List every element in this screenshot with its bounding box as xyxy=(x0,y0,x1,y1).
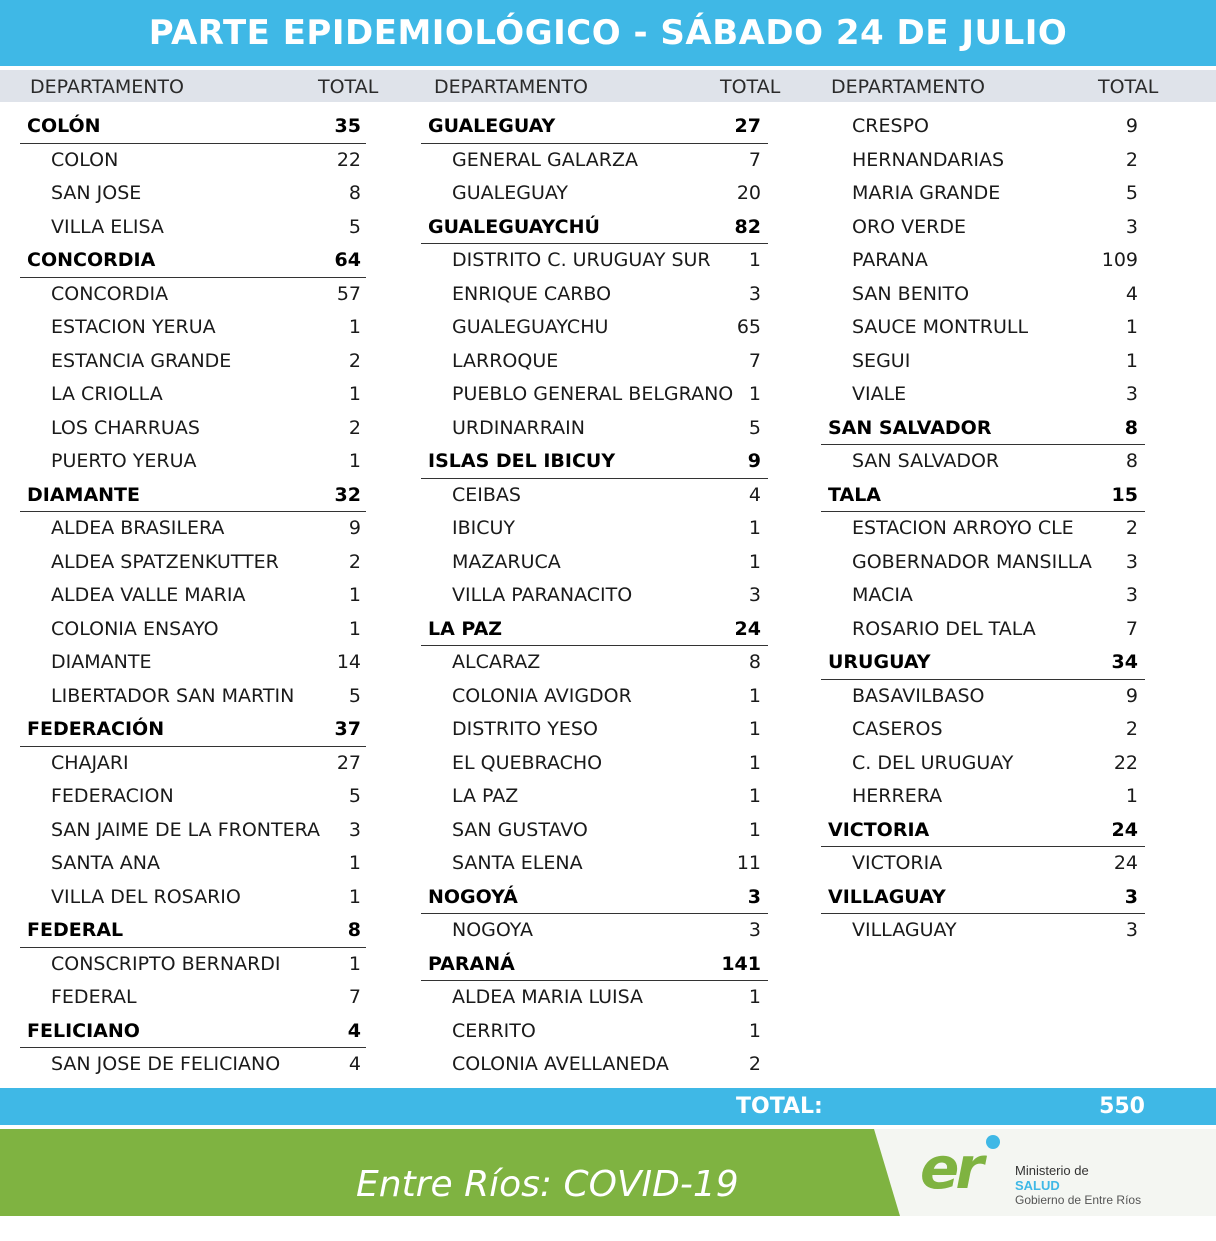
locality-row xyxy=(20,981,366,1015)
locality-total: 7 xyxy=(748,148,761,171)
locality-total: 1 xyxy=(748,684,761,707)
department-row xyxy=(421,613,768,647)
locality-name: CONSCRIPTO BERNARDI xyxy=(51,952,281,975)
locality-row xyxy=(20,680,366,714)
locality-total: 8 xyxy=(748,651,761,673)
locality-name: CEIBAS xyxy=(452,483,521,506)
locality-total: 5 xyxy=(348,684,361,707)
locality-row xyxy=(821,244,1145,278)
locality-total: 4 xyxy=(1125,282,1138,305)
locality-name: URDINARRAIN xyxy=(452,416,585,439)
locality-name: NOGOYA xyxy=(452,919,533,941)
department-total: 4 xyxy=(347,1019,361,1042)
header-total-1: TOTAL xyxy=(318,76,379,98)
locality-total: 4 xyxy=(748,483,761,506)
department-total: 82 xyxy=(734,215,761,238)
locality-row xyxy=(821,345,1145,379)
locality-total: 1 xyxy=(748,1019,761,1042)
department-name: PARANÁ xyxy=(428,952,515,975)
locality-total: 2 xyxy=(1125,718,1138,740)
locality-name: ALCARAZ xyxy=(452,651,541,673)
locality-name: HERRERA xyxy=(852,785,943,807)
locality-total: 2 xyxy=(348,416,361,439)
locality-name: SAN JAIME DE LA FRONTERA xyxy=(51,818,321,841)
table-column-3 xyxy=(821,110,1145,948)
locality-name: SEGUI xyxy=(852,349,911,372)
locality-row xyxy=(821,177,1145,211)
locality-name: CONCORDIA xyxy=(51,282,169,305)
logo-line-2: SALUD xyxy=(1015,1178,1060,1193)
locality-total: 57 xyxy=(336,282,361,305)
locality-name: COLONIA AVIGDOR xyxy=(452,684,632,707)
locality-total: 3 xyxy=(1125,383,1138,405)
locality-total: 3 xyxy=(748,282,761,305)
locality-name: PUEBLO GENERAL BELGRANO xyxy=(452,383,734,405)
locality-total: 3 xyxy=(1125,215,1138,238)
department-row xyxy=(20,479,366,513)
locality-total: 2 xyxy=(1125,517,1138,539)
department-row xyxy=(821,881,1145,915)
er-logo-mark: er xyxy=(920,1134,980,1202)
locality-name: GOBERNADOR MANSILLA xyxy=(852,550,1092,573)
locality-total: 5 xyxy=(348,215,361,238)
locality-row xyxy=(821,512,1145,546)
locality-total: 24 xyxy=(1113,852,1138,874)
locality-name: VILLA PARANACITO xyxy=(452,584,633,606)
header-total-2: TOTAL xyxy=(720,76,781,98)
department-name: URUGUAY xyxy=(828,651,931,673)
locality-total: 1 xyxy=(348,584,361,606)
locality-total: 7 xyxy=(748,349,761,372)
locality-name: PARANA xyxy=(852,249,928,271)
locality-name: HERNANDARIAS xyxy=(852,148,1005,171)
locality-name: VILLAGUAY xyxy=(852,919,957,941)
table-header xyxy=(0,70,1216,102)
locality-total: 1 xyxy=(748,718,761,740)
locality-total: 2 xyxy=(748,1053,761,1075)
locality-row xyxy=(421,412,768,446)
locality-row xyxy=(20,546,366,580)
locality-row xyxy=(821,378,1145,412)
department-row xyxy=(421,445,768,479)
department-total: 35 xyxy=(334,115,361,137)
locality-total: 1 xyxy=(748,517,761,539)
locality-total: 5 xyxy=(348,785,361,807)
locality-row xyxy=(821,747,1145,781)
locality-total: 109 xyxy=(1101,249,1138,271)
total-value: 550 xyxy=(1099,1094,1145,1119)
department-row xyxy=(20,713,366,747)
locality-name: CHAJARI xyxy=(51,751,129,774)
locality-total: 4 xyxy=(348,1053,361,1075)
locality-name: PUERTO YERUA xyxy=(51,450,197,472)
department-name: SAN SALVADOR xyxy=(828,416,992,439)
locality-total: 11 xyxy=(736,852,761,874)
locality-total: 14 xyxy=(336,651,361,673)
department-total: 32 xyxy=(334,483,361,506)
locality-row xyxy=(20,412,366,446)
locality-name: BASAVILBASO xyxy=(852,684,985,707)
department-row xyxy=(821,646,1145,680)
locality-total: 3 xyxy=(1125,919,1138,941)
locality-name: ESTACION YERUA xyxy=(51,316,216,338)
locality-row xyxy=(20,144,366,178)
department-row xyxy=(821,412,1145,446)
locality-name: LIBERTADOR SAN MARTIN xyxy=(51,684,295,707)
logo-line-3: Gobierno de Entre Ríos xyxy=(1015,1193,1142,1207)
locality-row xyxy=(20,579,366,613)
locality-name: COLONIA ENSAYO xyxy=(51,617,219,640)
locality-total: 3 xyxy=(1125,550,1138,573)
locality-total: 2 xyxy=(348,550,361,573)
locality-row xyxy=(821,847,1145,881)
department-name: FEDERAL xyxy=(27,919,124,941)
locality-total: 1 xyxy=(748,383,761,405)
page-title: PARTE EPIDEMIOLÓGICO - SÁBADO 24 DE JULIO xyxy=(148,13,1068,53)
locality-name: LA PAZ xyxy=(452,785,519,807)
locality-total: 8 xyxy=(348,182,361,204)
locality-row xyxy=(821,713,1145,747)
locality-total: 1 xyxy=(748,986,761,1008)
locality-total: 7 xyxy=(1125,617,1138,640)
department-name: CONCORDIA xyxy=(27,249,156,271)
locality-row xyxy=(421,311,768,345)
department-total: 27 xyxy=(734,115,761,137)
locality-name: C. DEL URUGUAY xyxy=(852,751,1014,774)
locality-row xyxy=(421,177,768,211)
locality-name: VILLA DEL ROSARIO xyxy=(51,885,241,908)
locality-name: SAN SALVADOR xyxy=(852,450,1000,472)
department-row xyxy=(421,211,768,245)
locality-row xyxy=(421,713,768,747)
locality-name: SAN JOSE DE FELICIANO xyxy=(51,1053,281,1075)
locality-row xyxy=(20,847,366,881)
locality-total: 5 xyxy=(748,416,761,439)
locality-name: SANTA ANA xyxy=(51,852,160,874)
locality-name: COLON xyxy=(51,148,119,171)
locality-name: SAN JOSE xyxy=(51,182,142,204)
locality-total: 1 xyxy=(348,885,361,908)
locality-name: LARROQUE xyxy=(452,349,559,372)
locality-total: 3 xyxy=(348,818,361,841)
title-banner xyxy=(0,0,1216,66)
locality-row xyxy=(821,144,1145,178)
department-row xyxy=(421,881,768,915)
total-label: TOTAL: xyxy=(736,1094,823,1119)
locality-row xyxy=(421,244,768,278)
locality-name: SAN BENITO xyxy=(852,282,970,305)
locality-row xyxy=(20,211,366,245)
locality-total: 1 xyxy=(748,751,761,774)
locality-total: 3 xyxy=(748,584,761,606)
locality-row xyxy=(421,479,768,513)
locality-name: ALDEA VALLE MARIA xyxy=(51,584,246,606)
locality-row xyxy=(821,546,1145,580)
locality-row xyxy=(421,144,768,178)
locality-name: MAZARUCA xyxy=(452,550,561,573)
department-name: LA PAZ xyxy=(428,617,503,640)
locality-name: ORO VERDE xyxy=(852,215,966,238)
locality-total: 20 xyxy=(736,182,761,204)
locality-total: 3 xyxy=(1125,584,1138,606)
locality-row xyxy=(421,780,768,814)
department-name: DIAMANTE xyxy=(27,483,140,506)
locality-total: 1 xyxy=(348,383,361,405)
department-name: VICTORIA xyxy=(828,818,930,841)
locality-row xyxy=(421,579,768,613)
locality-total: 5 xyxy=(1125,182,1138,204)
department-name: COLÓN xyxy=(27,115,101,137)
locality-name: EL QUEBRACHO xyxy=(452,751,603,774)
locality-name: VIALE xyxy=(852,383,907,405)
locality-row xyxy=(421,278,768,312)
locality-total: 7 xyxy=(348,986,361,1008)
locality-name: ALDEA SPATZENKUTTER xyxy=(51,550,279,573)
locality-row xyxy=(421,345,768,379)
locality-total: 1 xyxy=(348,952,361,975)
locality-total: 65 xyxy=(736,316,761,338)
locality-row xyxy=(821,445,1145,479)
locality-total: 1 xyxy=(348,617,361,640)
department-name: FELICIANO xyxy=(27,1019,140,1042)
locality-name: COLONIA AVELLANEDA xyxy=(452,1053,669,1075)
locality-total: 22 xyxy=(336,148,361,171)
locality-total: 1 xyxy=(348,450,361,472)
locality-total: 1 xyxy=(1125,349,1138,372)
locality-name: ROSARIO DEL TALA xyxy=(852,617,1036,640)
locality-row xyxy=(821,914,1145,948)
locality-name: FEDERACION xyxy=(51,785,174,807)
department-total: 24 xyxy=(1111,818,1138,841)
table-column-1 xyxy=(20,110,366,1082)
total-bar xyxy=(0,1088,1216,1125)
locality-row xyxy=(421,512,768,546)
locality-row xyxy=(421,981,768,1015)
locality-total: 1 xyxy=(748,550,761,573)
locality-row xyxy=(20,512,366,546)
locality-total: 2 xyxy=(1125,148,1138,171)
locality-name: IBICUY xyxy=(452,517,516,539)
header-department-1: DEPARTAMENTO xyxy=(30,76,184,98)
locality-name: GUALEGUAY xyxy=(452,182,568,204)
locality-total: 27 xyxy=(336,751,361,774)
department-name: GUALEGUAYCHÚ xyxy=(428,215,600,238)
locality-total: 1 xyxy=(348,316,361,338)
locality-row xyxy=(20,780,366,814)
locality-row xyxy=(421,1015,768,1049)
locality-row xyxy=(821,311,1145,345)
locality-total: 1 xyxy=(1125,316,1138,338)
department-total: 3 xyxy=(1124,885,1138,908)
locality-total: 9 xyxy=(1125,684,1138,707)
locality-total: 8 xyxy=(1125,450,1138,472)
locality-row xyxy=(421,747,768,781)
department-row xyxy=(20,110,366,144)
department-total: 34 xyxy=(1111,651,1138,673)
department-name: VILLAGUAY xyxy=(828,885,946,908)
table-column-2 xyxy=(421,110,768,1082)
locality-row xyxy=(20,646,366,680)
locality-row xyxy=(20,345,366,379)
locality-name: VILLA ELISA xyxy=(51,215,164,238)
locality-name: LA CRIOLLA xyxy=(51,383,163,405)
header-department-3: DEPARTAMENTO xyxy=(831,76,985,98)
department-total: 8 xyxy=(1124,416,1138,439)
locality-name: GENERAL GALARZA xyxy=(452,148,638,171)
locality-name: SANTA ELENA xyxy=(452,852,583,874)
department-row xyxy=(20,914,366,948)
locality-name: ALDEA BRASILERA xyxy=(51,517,225,539)
department-row xyxy=(20,1015,366,1049)
locality-total: 22 xyxy=(1113,751,1138,774)
header-total-3: TOTAL xyxy=(1098,76,1159,98)
department-name: NOGOYÁ xyxy=(428,885,518,908)
locality-name: FEDERAL xyxy=(51,986,137,1008)
locality-total: 1 xyxy=(748,249,761,271)
locality-row xyxy=(821,780,1145,814)
department-total: 24 xyxy=(734,617,761,640)
locality-name: ESTACION ARROYO CLE xyxy=(852,517,1074,539)
department-total: 3 xyxy=(747,885,761,908)
locality-row xyxy=(421,814,768,848)
department-total: 64 xyxy=(334,249,361,271)
locality-name: DISTRITO C. URUGUAY SUR xyxy=(452,249,711,271)
locality-name: LOS CHARRUAS xyxy=(51,416,200,439)
locality-total: 3 xyxy=(748,919,761,941)
locality-total: 9 xyxy=(348,517,361,539)
locality-row xyxy=(20,177,366,211)
locality-row xyxy=(20,311,366,345)
locality-name: ESTANCIA GRANDE xyxy=(51,349,232,372)
locality-row xyxy=(20,814,366,848)
locality-name: MACIA xyxy=(852,584,913,606)
department-row xyxy=(821,814,1145,848)
department-row xyxy=(421,110,768,144)
department-total: 37 xyxy=(334,718,361,740)
header-department-2: DEPARTAMENTO xyxy=(434,76,588,98)
locality-row xyxy=(20,278,366,312)
department-name: FEDERACIÓN xyxy=(27,718,165,740)
locality-row xyxy=(421,914,768,948)
locality-row xyxy=(20,613,366,647)
logo-line-1: Ministerio de xyxy=(1015,1163,1089,1178)
locality-row xyxy=(20,948,366,982)
locality-total: 2 xyxy=(348,349,361,372)
locality-row xyxy=(821,110,1145,144)
locality-name: VICTORIA xyxy=(852,852,943,874)
locality-row xyxy=(821,579,1145,613)
locality-total: 1 xyxy=(1125,785,1138,807)
department-row xyxy=(421,948,768,982)
locality-row xyxy=(821,613,1145,647)
department-name: GUALEGUAY xyxy=(428,115,556,137)
locality-total: 1 xyxy=(748,785,761,807)
logo-dot-icon xyxy=(986,1135,1000,1149)
locality-name: SAN GUSTAVO xyxy=(452,818,588,841)
locality-name: MARIA GRANDE xyxy=(852,182,1001,204)
department-total: 9 xyxy=(747,450,761,472)
locality-row xyxy=(20,747,366,781)
department-total: 141 xyxy=(721,952,761,975)
locality-total: 1 xyxy=(748,818,761,841)
department-name: ISLAS DEL IBICUY xyxy=(428,450,616,472)
locality-name: GUALEGUAYCHU xyxy=(452,316,609,338)
locality-row xyxy=(421,680,768,714)
locality-row xyxy=(821,211,1145,245)
locality-row xyxy=(821,278,1145,312)
locality-row xyxy=(20,1048,366,1082)
locality-name: CRESPO xyxy=(852,115,929,137)
locality-row xyxy=(20,445,366,479)
footer-slogan: Entre Ríos: COVID-19 xyxy=(356,1164,739,1205)
locality-row xyxy=(421,646,768,680)
locality-row xyxy=(421,546,768,580)
locality-name: SAUCE MONTRULL xyxy=(852,316,1029,338)
footer xyxy=(0,1129,1216,1216)
department-total: 15 xyxy=(1111,483,1138,506)
locality-name: CASEROS xyxy=(852,718,943,740)
locality-row xyxy=(821,680,1145,714)
locality-name: ENRIQUE CARBO xyxy=(452,282,612,305)
locality-row xyxy=(421,1048,768,1082)
locality-name: DISTRITO YESO xyxy=(452,718,598,740)
locality-row xyxy=(20,881,366,915)
department-total: 8 xyxy=(347,919,361,941)
department-row xyxy=(821,479,1145,513)
locality-name: DIAMANTE xyxy=(51,651,152,673)
ministry-logo xyxy=(900,1129,1216,1216)
department-row xyxy=(20,244,366,278)
locality-row xyxy=(421,847,768,881)
locality-row xyxy=(20,378,366,412)
locality-name: CERRITO xyxy=(452,1019,536,1042)
locality-total: 1 xyxy=(348,852,361,874)
locality-name: ALDEA MARIA LUISA xyxy=(452,986,644,1008)
locality-row xyxy=(421,378,768,412)
department-name: TALA xyxy=(828,483,882,506)
locality-total: 9 xyxy=(1125,115,1138,137)
